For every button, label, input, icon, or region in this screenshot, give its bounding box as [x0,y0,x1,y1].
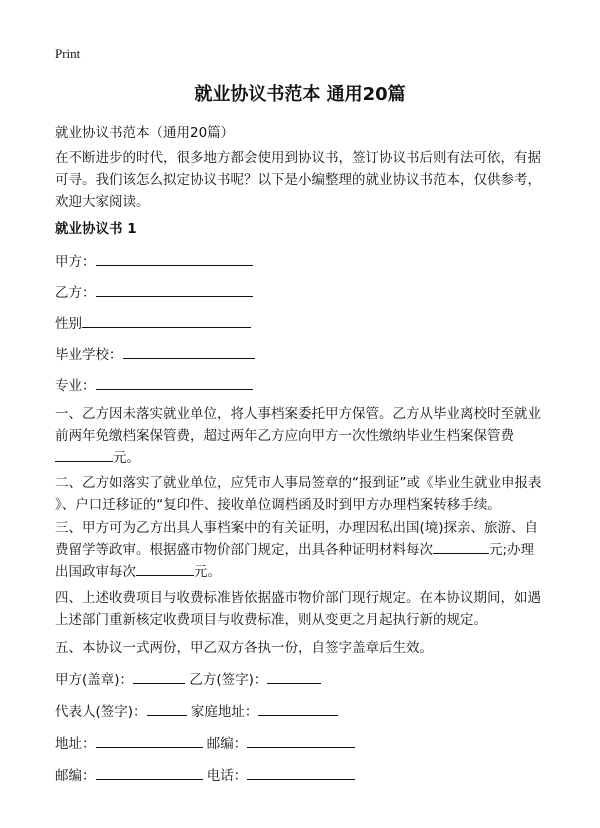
clause-line [55,447,541,469]
clause-4 [55,587,541,631]
field-party-b [55,281,253,301]
blank-line [55,447,113,462]
clause-text: 出国政审每次 [55,564,136,580]
blank-line [96,733,203,748]
blank-line [123,344,255,359]
blank-line [96,282,253,297]
sig-label: 邮编： [55,768,96,784]
sig-label: 邮编： [206,736,248,752]
blank-line [133,669,185,684]
field-gender [55,312,251,332]
field-label: 乙方： [55,285,96,301]
field-school [55,343,255,363]
sig-label: 甲方(盖章)： [55,672,134,688]
field-party-a [55,250,253,270]
clause-line: 二、乙方如落实了就业单位，应凭市人事局签章的“报到证”或《毕业生就业申报表 [55,475,542,491]
blank-line [267,669,321,684]
subtitle: 就业协议书范本（通用20篇） [55,125,235,141]
signature-row [55,668,321,688]
clause-2 [55,472,542,516]
signature-row [55,700,338,720]
clause-line: 》、户口迁移证的“复印件、接收单位调档函及时到甲方办理档案转移手续。 [55,497,501,513]
page-title: 就业协议书范本 通用20篇 [194,84,406,105]
intro-line: 欢迎大家阅读。 [55,194,150,210]
clause-line: 一、乙方因未落实就业单位，将人事档案委托甲方保管。乙方从毕业离校时至就业 [55,406,541,422]
signature-row [55,732,355,752]
blank-line [136,561,194,576]
clause-line: 四、上述收费项目与收费标准皆依据盛市物价部门现行规定。在本协议期间，如遇 [55,590,541,606]
clause-line [55,539,538,561]
section-heading: 就业协议书 1 [55,221,137,237]
field-major [55,374,253,394]
clause-line: 三、甲方可为乙方出具人事档案中的有关证明，办理因私出国(境)探亲、旅游、自 [55,520,539,536]
field-label: 性别 [55,316,82,332]
clause-line [55,561,538,583]
clause-1 [55,403,541,469]
intro-line: 在不断进步的时代，很多地方都会使用到协议书，签订协议书后则有法可依，有据 [55,150,541,166]
blank-line [147,701,187,716]
sig-label: 电话： [206,768,248,784]
sig-label: 家庭地址： [190,704,259,720]
field-label: 甲方： [55,254,96,270]
intro-paragraph [55,147,541,213]
blank-line [433,539,489,554]
sig-label: 地址： [55,736,96,752]
blank-line [258,701,338,716]
field-label: 毕业学校： [55,347,123,363]
blank-line [247,733,355,748]
sig-label: 代表人(签字)： [55,704,147,720]
blank-line [96,765,203,780]
clause-line: 上述部门重新核定收费项目与收费标准，则从变更之月起执行新的规定。 [55,612,487,628]
intro-line: 可寻。我们该怎么拟定协议书呢？以下是小编整理的就业协议书范本，仅供参考， [55,172,541,188]
clause-text: 元。 [194,564,221,580]
blank-line [82,313,251,328]
clause-text: 费留学等政审。根据盛市物价部门规定，出具各种证明材料每次 [55,542,433,558]
blank-line [96,375,253,390]
clause-text: 元。 [113,450,140,466]
clause-5: 五、本协议一式两份，甲乙双方各执一份，自签字盖章后生效。 [55,640,433,656]
clause-text: 元;办理 [489,542,535,558]
blank-line [96,251,253,266]
clause-line: 前两年免缴档案保管费，超过两年乙方应向甲方一次性缴纳毕业生档案保管费 [55,428,514,444]
clause-3 [55,517,538,583]
blank-line [247,765,355,780]
signature-row [55,764,355,784]
print-link[interactable]: Print [55,46,81,61]
field-label: 专业： [55,378,96,394]
sig-label: 乙方(签字)： [189,672,268,688]
